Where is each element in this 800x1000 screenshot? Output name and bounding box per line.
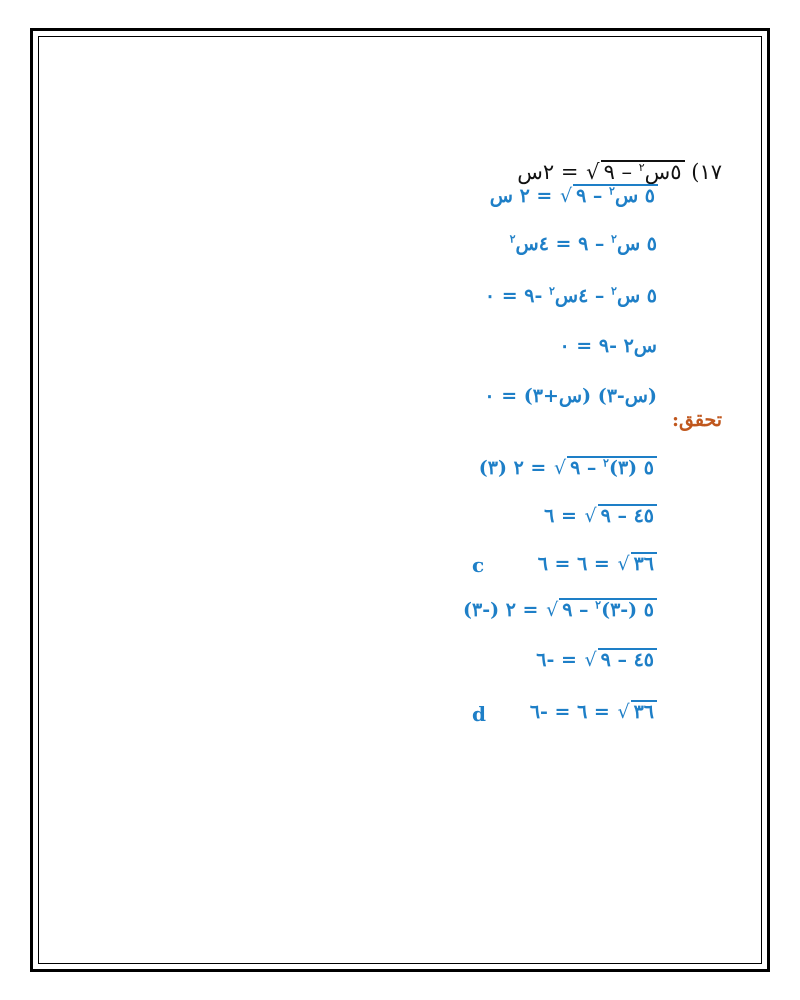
check-3-radicand: ٣٦ [631, 552, 657, 574]
check-4-rhs: = ٢ (-٣) [462, 599, 539, 621]
problem-rhs: = ٢س [517, 160, 579, 184]
check-1-radicand: ٥ (٣)$^٢$ – ٩ [567, 456, 657, 478]
check-2-rhs: = ٦ [544, 505, 577, 527]
radical-sign-icon: √ [586, 160, 600, 184]
check-3 [538, 552, 657, 576]
check-5-radicand: ٤٥ – ٩ [598, 648, 657, 670]
radical-sign-icon: √ [584, 505, 597, 527]
check-6 [530, 700, 657, 724]
radical-sign-icon: √ [617, 701, 630, 723]
radical-sign-icon: √ [559, 185, 573, 207]
check-label: تحقق: [671, 409, 722, 431]
check-1-radical [553, 456, 657, 480]
problem-number: ١٧) [691, 160, 722, 184]
step-2: ٥ س$^٢$ – ٩ = ٤س$^٢$ [509, 232, 657, 255]
step-1 [490, 184, 658, 208]
check-4-radicand: ٥ (-٣)$^٢$ – ٩ [559, 598, 657, 620]
step-3: ٥ س$^٢$ – ٤س$^٢$ -٩ = ٠ [484, 284, 657, 307]
radical-sign-icon: √ [546, 599, 559, 621]
check-2-radicand: ٤٥ – ٩ [598, 504, 657, 526]
check-5 [536, 648, 657, 672]
check-3-radical [616, 552, 657, 576]
check-6-rhs: = ٦ = -٦ [529, 701, 610, 723]
step-1-radical [559, 184, 658, 208]
check-2-radical [584, 504, 657, 528]
step-1-radicand: ٥ س$^٢$ – ٩ [573, 184, 658, 206]
check-6-radicand: ٣٦ [631, 700, 657, 722]
radical-sign-icon: √ [584, 649, 597, 671]
check-6-radical [616, 700, 657, 724]
step-4: س٢ -٩ = ٠ [559, 335, 657, 357]
check-6-mark: d [472, 702, 486, 726]
check-1-rhs: = ٢ (٣) [478, 457, 547, 479]
problem-statement [517, 160, 722, 184]
check-2 [544, 504, 657, 528]
step-5: (س-٣) (س+٣) = ٠ [484, 385, 657, 407]
check-4 [463, 598, 657, 622]
check-4-radical [545, 598, 657, 622]
check-5-rhs: = -٦ [536, 649, 577, 671]
radical-sign-icon: √ [617, 553, 630, 575]
radical-sign-icon: √ [553, 457, 567, 479]
check-3-rhs: = ٦ = ٦ [537, 553, 610, 575]
problem-radicand: ٥س$^٢$ – ٩ [601, 160, 685, 182]
check-1 [479, 456, 657, 480]
check-5-radical [584, 648, 657, 672]
step-1-rhs: = ٢ س [489, 185, 553, 207]
check-3-mark: c [472, 553, 485, 577]
problem-radical [585, 160, 684, 184]
